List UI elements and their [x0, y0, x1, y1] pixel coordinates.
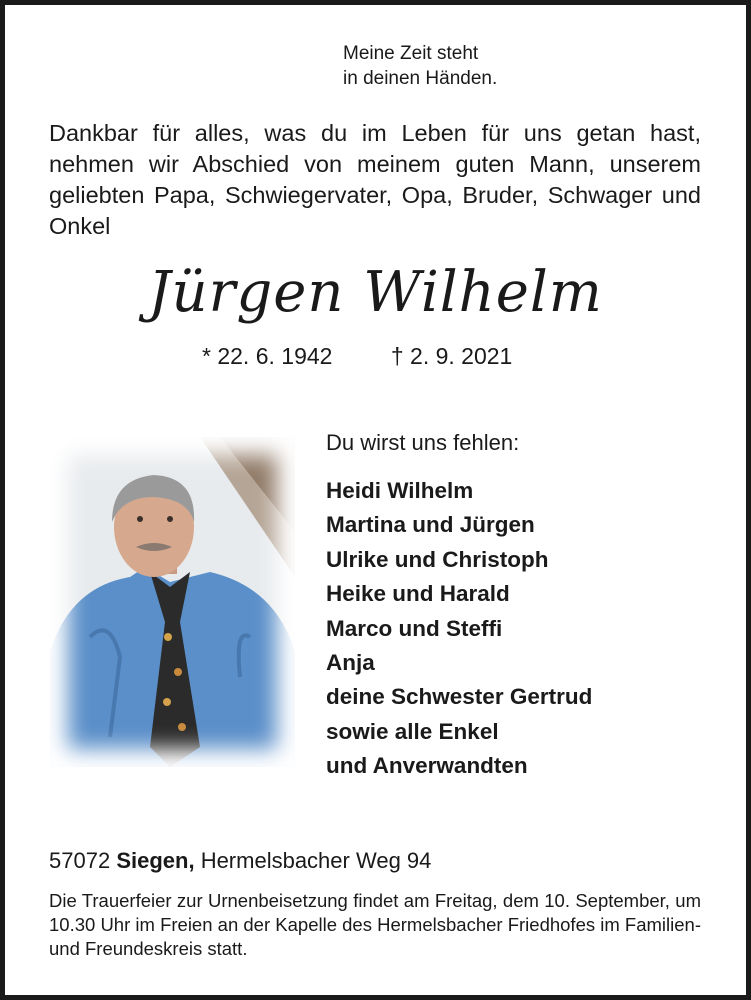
portrait-photo: [50, 437, 295, 767]
portrait-illustration: [50, 437, 295, 767]
mourner-name: Martina und Jürgen: [326, 512, 535, 538]
mourner-name: und Anverwandten: [326, 753, 528, 779]
birth-date: * 22. 6. 1942: [202, 343, 333, 369]
postcode: 57072: [49, 848, 111, 873]
mourners-list: [326, 474, 592, 784]
mourner-name: deine Schwester Gertrud: [326, 684, 593, 710]
life-dates: [202, 343, 512, 370]
street: Hermelsbacher Weg 94: [200, 848, 432, 873]
deceased-name: Jürgen Wilhelm: [148, 260, 603, 325]
mourner-name: Heike und Harald: [326, 581, 510, 607]
death-date: † 2. 9. 2021: [390, 343, 513, 369]
family-address: [49, 848, 431, 874]
mourner-name: Marco und Steffi: [326, 615, 503, 641]
motto-line-2: in deinen Händen.: [343, 68, 498, 89]
mourner-name: Anja: [326, 650, 375, 676]
motto: [343, 41, 497, 91]
motto-line-1: Meine Zeit steht: [343, 43, 479, 64]
city: Siegen,: [116, 848, 195, 873]
mourner-name: Heidi Wilhelm: [326, 478, 474, 503]
mourner-name: Ulrike und Christoph: [326, 546, 549, 572]
closing-line: Du wirst uns fehlen:: [326, 430, 520, 455]
intro-text: Dankbar für alles, was du im Leben für uns getan hast, nehmen wir Abschied von meinem guten Mann, unserem geliebten Papa, Schwiegervater, Opa, Bruder, Schwager und Onkel: [49, 120, 701, 239]
mourner-name: sowie alle Enkel: [326, 718, 499, 744]
funeral-notice: Die Trauerfeier zur Urnenbeisetzung findet am Freitag, dem 10. September, um 10.30 Uhr im Freien an der Kapelle des Hermelsbacher Friedhofes im Familien- und Freundeskreis statt.: [49, 890, 701, 959]
